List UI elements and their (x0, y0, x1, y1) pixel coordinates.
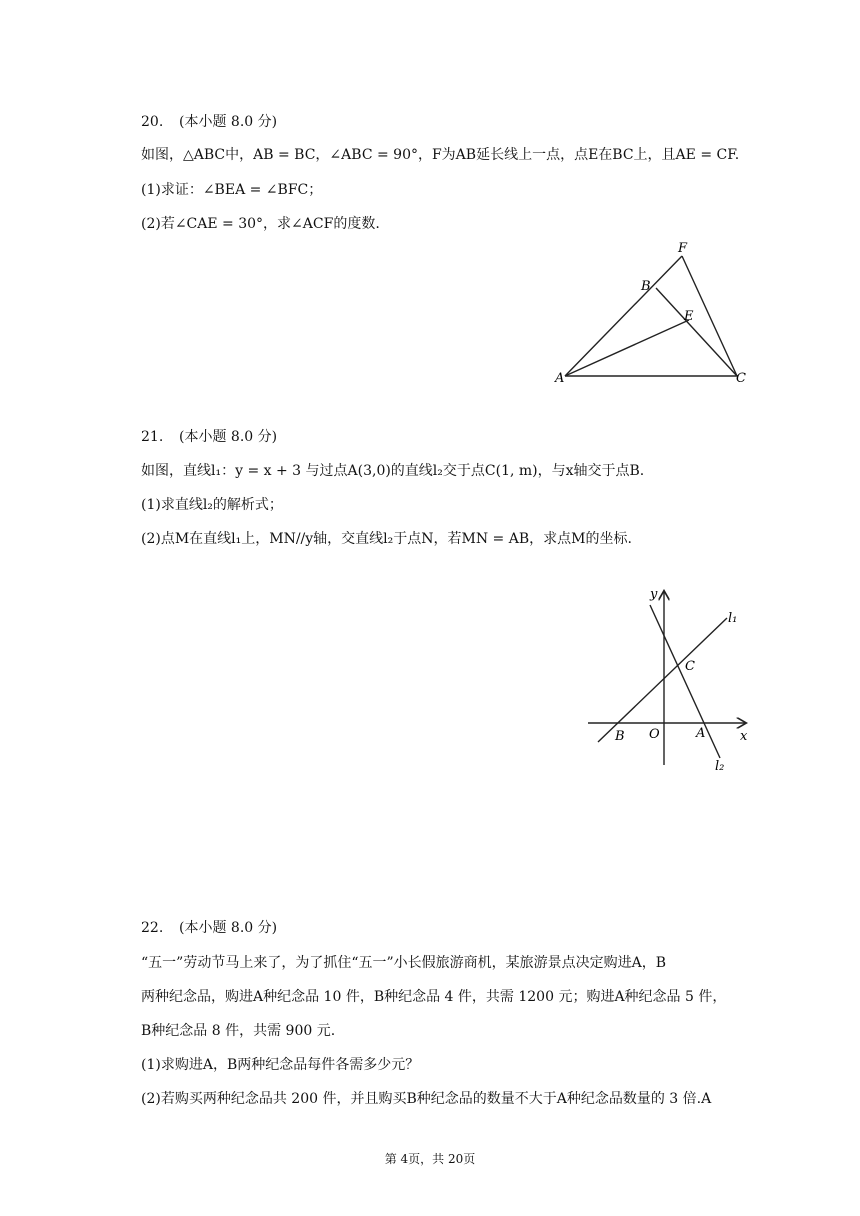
q22-header (141, 919, 277, 937)
label-C: C (736, 371, 746, 386)
q20-triangle-figure (540, 236, 770, 390)
q20-points: (本小题 8.0 分) (179, 114, 278, 130)
label-l2: l₂ (715, 759, 725, 774)
q20-header (141, 113, 277, 131)
label-O: O (649, 727, 660, 742)
q22-part2: (2)若购买两种纪念品共 200 件，并且购买B种纪念品的数量不大于A种纪念品数量的 3 倍.A (141, 1091, 712, 1107)
label-E: E (684, 309, 694, 324)
q22-points: (本小题 8.0 分) (179, 920, 278, 936)
page-footer: 第 4页，共 20页 (384, 1152, 476, 1166)
q22-stem-line2: 两种纪念品，购进A种纪念品 10 件，B种纪念品 4 件，共需 1200 元；购进A种纪念品 5 件， (141, 989, 727, 1005)
q20-part1: (1)求证：∠BEA = ∠BFC； (141, 182, 323, 198)
q20-number: 20. (141, 114, 164, 130)
q22-number: 22. (141, 920, 164, 936)
q22-stem-line1: “五一”劳动节马上来了，为了抓住“五一”小长假旅游商机，某旅游景点决定购进A，B (141, 955, 667, 971)
q20-stem: 如图，△ABC中，AB = BC，∠ABC = 90°，F为AB延长线上一点，点E在BC上，且AE = CF. (141, 147, 740, 163)
q21-part1: (1)求直线l₂的解析式； (141, 497, 283, 513)
q21-number: 21. (141, 429, 164, 445)
q21-stem: 如图，直线l₁：y = x + 3 与过点A(3,0)的直线l₂交于点C(1, m)，与x轴交于点B. (141, 463, 645, 479)
q22-part1: (1)求购进A，B两种纪念品每件各需多少元？ (141, 1057, 420, 1073)
q21-points: (本小题 8.0 分) (179, 429, 278, 445)
q22-stem-line3: B种纪念品 8 件，共需 900 元. (141, 1023, 336, 1039)
label-x: x (740, 729, 748, 744)
q21-part2: (2)点M在直线l₁上，MN//y轴，交直线l₂于点N，若MN = AB，求点M的坐标. (141, 531, 632, 547)
label-B: B (615, 729, 625, 744)
q20-part2: (2)若∠CAE = 30°，求∠ACF的度数. (141, 216, 380, 232)
label-C: C (685, 659, 695, 674)
label-y: y (650, 587, 658, 602)
label-l1: l₁ (728, 611, 738, 626)
label-A: A (555, 371, 565, 386)
q21-header (141, 428, 277, 446)
label-F: F (678, 241, 688, 256)
label-A: A (696, 726, 706, 741)
q21-coordinate-figure (580, 580, 760, 780)
label-B: B (641, 279, 651, 294)
